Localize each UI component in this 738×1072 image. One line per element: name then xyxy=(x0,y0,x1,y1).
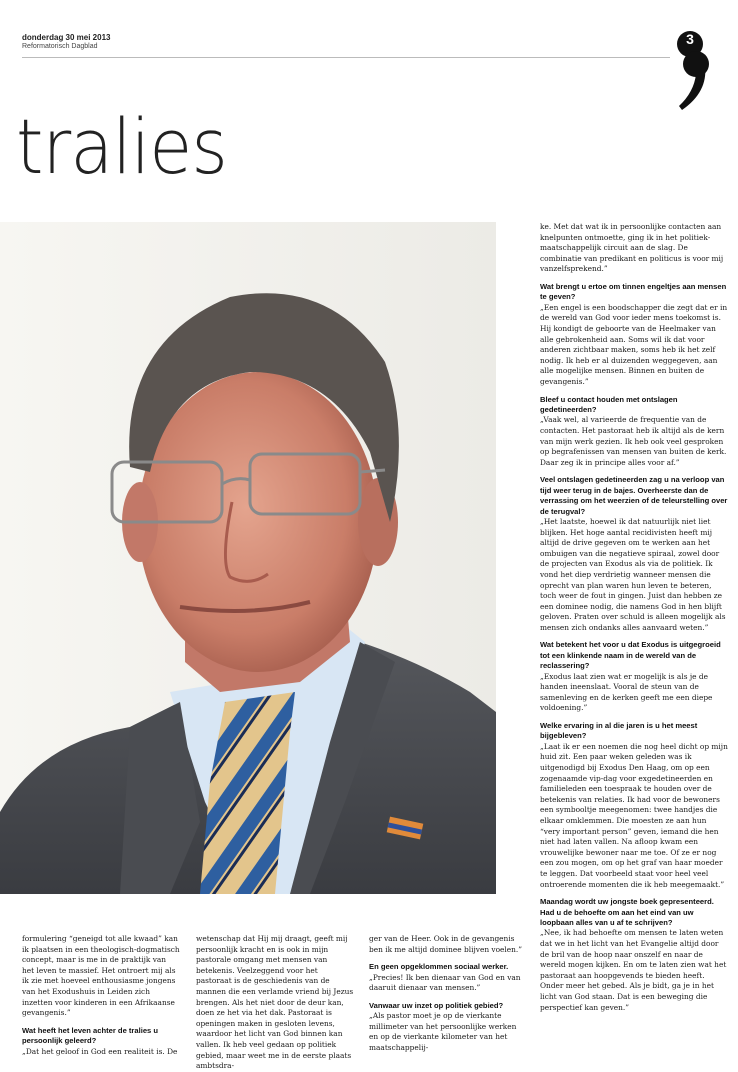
paragraph: „Exodus laat zien wat er mogelijk is als je de handen ineenslaat. Vooral de steun van de samenleving en de kerken geeft me een diepe voldoening.” xyxy=(540,671,713,713)
interview-question: Veel ontslagen gedetineerden zag u na verloop van tijd weer terug in de bajes. Overheerste dan de verrassing om het weerzien of de teleurstelling over de terugval? xyxy=(540,475,728,516)
interview-question: Wat betekent het voor u dat Exodus is uitgegroeid tot een klinkende naam in de wereld van de reclassering? xyxy=(540,640,721,671)
page-number-badge: 3 xyxy=(677,31,703,57)
paragraph: ger van de Heer. Ook in de gevangenis ben ik me altijd dominee blijven voelen.” xyxy=(369,934,523,954)
paragraph: ke. Met dat wat ik in persoonlijke contacten aan knelpunten ontmoette, ging ik in het politiek-maatschappelijk circuit aan de slag. De combinatie van predikant en politicus is voor mij vanzelfsprekend.” xyxy=(540,222,724,274)
paragraph: „Het laatste, hoewel ik dat natuurlijk niet liet blijken. Het hoge aantal recidivisten heeft mij altijd de drive gegeven om te werken aan het ombuigen van die negatieve spiraal, zowel door de projecten van Exodus als via de politiek. Ik vond het diep verdrietig wanneer mensen die oprecht van plan waren hun leven te beteren, toch weer de fout in gingen. Juist dan hebben ze een dominee nodig, die namens God in hen blijft geloven. Praten over schuld is alleen mogelijk als mensen zich ondanks alles aanvaard weten.” xyxy=(540,516,726,632)
portrait-photo xyxy=(0,222,496,894)
interview-question: Welke ervaring in al die jaren is u het meest bijgebleven? xyxy=(540,721,698,741)
paragraph: „Dat het geloof in God een realiteit is. De xyxy=(22,1046,178,1056)
article-column-bottom-1 xyxy=(22,934,180,1057)
paragraph: „Laat ik er een noemen die nog heel dicht op mijn huid zit. Een paar weken geleden was ik uitgenodigd bij Exodus Den Haag, om op een zogenaamde vip-dag voor exgedetineerden en familieleden een toespraak te houden over de betekenis van relaties. Ik had voor de bewoners een symbooltje meegenomen: twee handjes die elkaar omklemmen. Die moesten ze aan hun “very important person” geven, iemand die hen niet had laten vallen. Na afloop kwam een vrouwelijke bewoner naar me toe. Of ze er nog een zou mogen, om op het graf van haar moeder te leggen. Dat voorbeeld staat voor heel veel ontroerende momenten die ik heb meegemaakt.” xyxy=(540,741,728,889)
section-title: tralies xyxy=(16,102,227,191)
header-date: donderdag 30 mei 2013 xyxy=(22,33,111,42)
header-newspaper: Reformatorisch Dagblad xyxy=(22,43,98,50)
paragraph: formulering “geneigd tot alle kwaad” kan ik plaatsen in een theologisch-dogmatisch concept, maar is me in de praktijk van het leven te massief. Het ontroert mij als ik zie met hoeveel enthousiasme jongens van het Exodushuis in Leiden zich inzetten voor kinderen in een Afrikaanse gevangenis.” xyxy=(22,934,180,1018)
paragraph: „Nee, ik had behoefte om mensen te laten weten dat we in het licht van het Evangelie altijd door de bril van de hoop naar onszelf en naar de wereld mogen kijken. En om te laten zien wat het pastoraat aan hoopgevends te bieden heeft. Onder meer het gebed. Als je bidt, ga je in het licht van God staan. Dat is een beweging die perspectief kan geven.” xyxy=(540,928,727,1012)
interview-question: Wat brengt u ertoe om tinnen engeltjes aan mensen te geven? xyxy=(540,281,727,302)
interview-question: Bleef u contact houden met ontslagen gedetineerden? xyxy=(540,394,678,414)
interview-question: En geen opgeklommen sociaal werker. xyxy=(369,962,509,972)
interview-question: Maandag wordt uw jongste boek gepresenteerd. Had u de behoefte om aan het eind van uw loopbaan alles van u af te schrijven? xyxy=(540,897,714,927)
interview-question: Wat heeft het leven achter de tralies u persoonlijk geleerd? xyxy=(22,1025,159,1046)
article-column-bottom-2 xyxy=(196,934,354,1072)
header-rule xyxy=(22,57,670,58)
paragraph: „Precies! Ik ben dienaar van God en van daaruit dienaar van mensen.” xyxy=(369,972,521,993)
article-column-bottom-3 xyxy=(369,934,527,1054)
interview-question: Vanwaar uw inzet op politiek gebied? xyxy=(369,1000,504,1010)
comma-logo-icon xyxy=(672,44,712,114)
paragraph: „Als pastor moet je op de vierkante millimeter van het persoonlijke werken en op de vierkante kilometer van het maatschappelij- xyxy=(369,1011,517,1052)
paragraph: „Vaak wel, al varieerde de frequentie van de contacten. Het pastoraat heb ik altijd als de kern van mijn werk gezien. Ik heb ook veel gesproken op begrafenissen van mensen van buiten de kerk. Daar zeg ik in principe alles voor af.” xyxy=(540,415,727,467)
paragraph: wetenschap dat Hij mij draagt, geeft mij persoonlijk kracht en is ook in mijn pastorale omgang met mensen van betekenis. Veelzeggend voor het pastoraat is de geschiedenis van de mannen die een verlamde vriend bij Jezus brengen. Als het niet door de deur kan, doen ze het via het dak. Pastoraat is openingen maken in gesloten levens, waardoor het licht van God binnen kan vallen. Ik heb veel gedaan op politiek gebied, maar weet me in de eerste plaats ambtsdra- xyxy=(196,934,354,1071)
paragraph: „Een engel is een boodschapper die zegt dat er in de wereld van God voor ieder mens toekomst is. Hij kondigt de geboorte van de Heelmaker van alle gebrokenheid aan. Soms wil ik dat voor anderen zichtbaar maken, soms heb ik het zelf nodig. Ik heb er al duizenden weggegeven, aan alle mogelijke mensen. Binnen en buiten de gevangenis.” xyxy=(540,302,728,386)
article-column-right xyxy=(540,222,728,1013)
